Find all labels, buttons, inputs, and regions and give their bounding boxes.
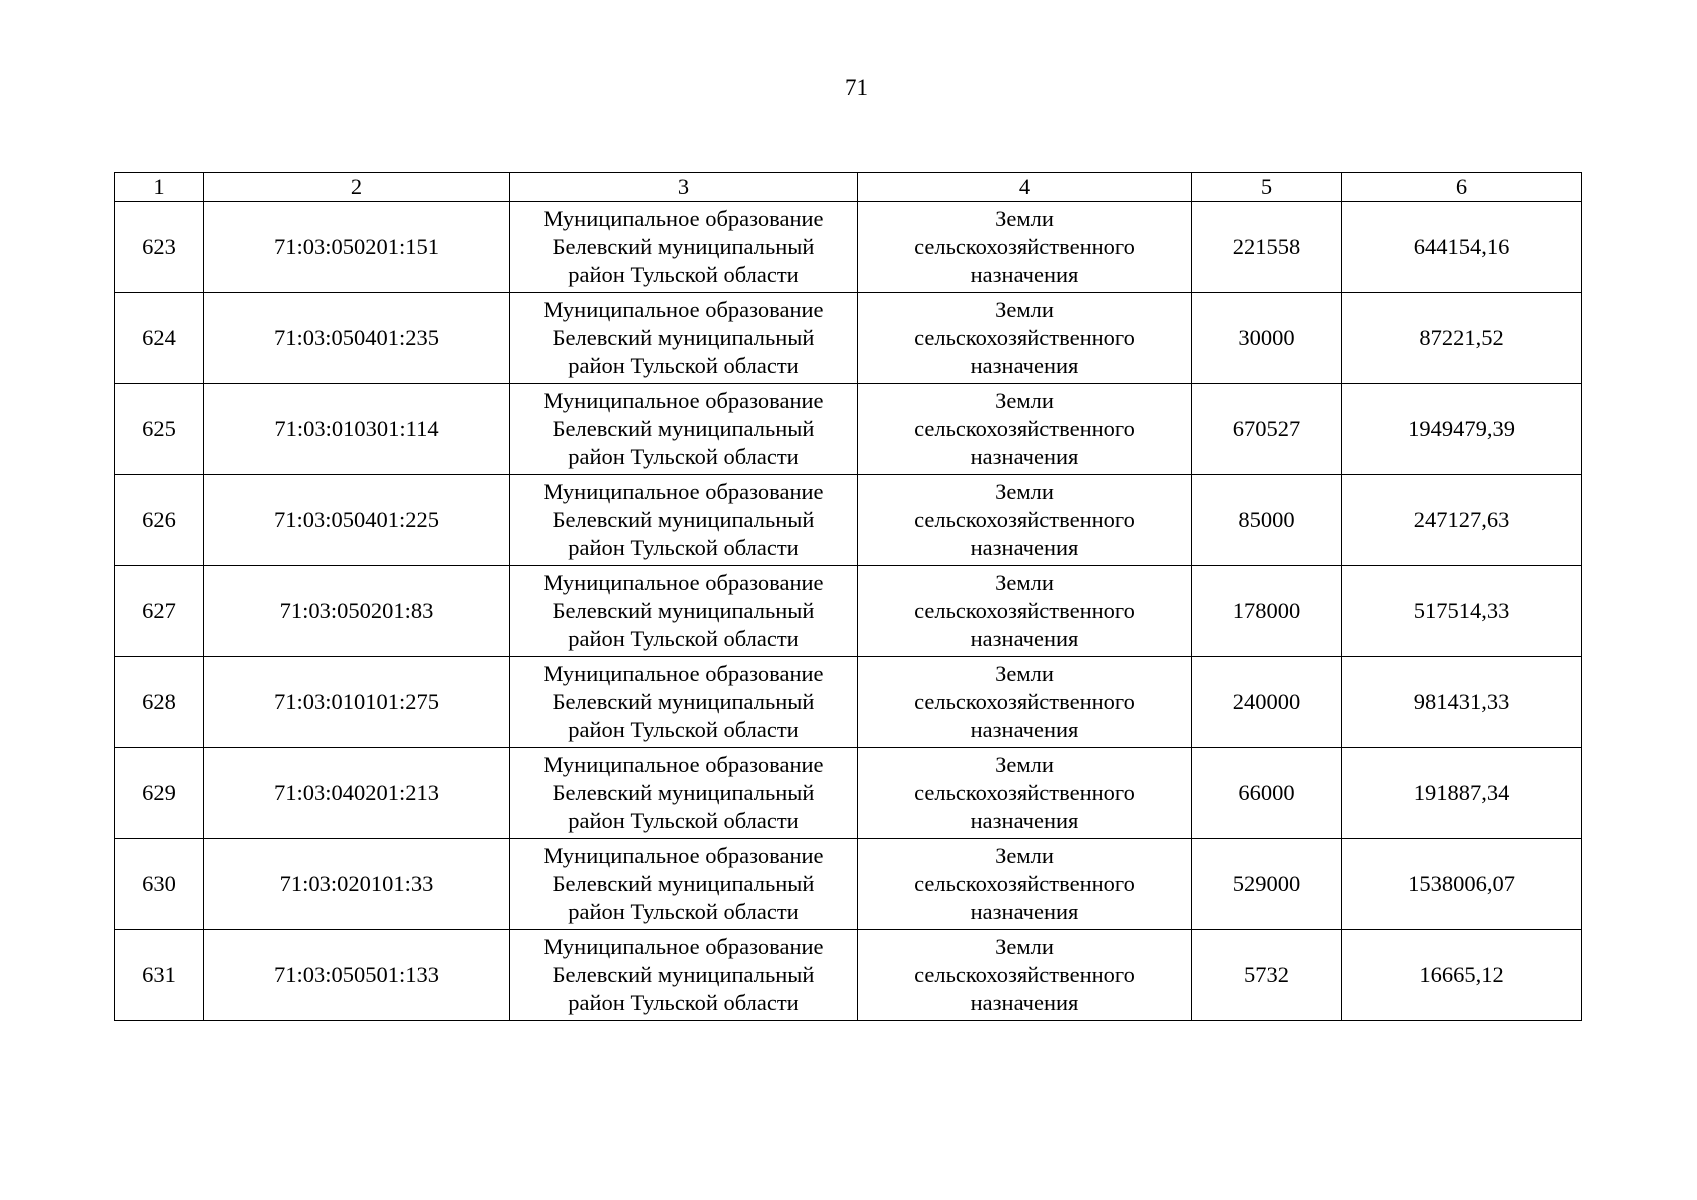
cadastral-number-cell: 71:03:050501:133	[204, 930, 510, 1021]
owner-cell-line: Белевский муниципальный	[552, 689, 815, 714]
cadastral-value-cell: 87221,52	[1342, 293, 1582, 384]
owner-cell-line: район Тульской области	[568, 717, 799, 742]
owner-cell	[510, 657, 858, 748]
land-category-cell-line: назначения	[970, 626, 1079, 651]
cadastral-value-cell: 1949479,39	[1342, 384, 1582, 475]
cadastral-value-cell: 517514,33	[1342, 566, 1582, 657]
land-category-cell-line: сельскохозяйственного	[914, 962, 1135, 987]
land-category-cell-line: Земли	[995, 206, 1054, 231]
owner-cell	[510, 566, 858, 657]
cadastral-number-cell: 71:03:010301:114	[204, 384, 510, 475]
table-row	[115, 839, 1582, 930]
column-header: 5	[1192, 173, 1342, 202]
column-header: 3	[510, 173, 858, 202]
column-header: 6	[1342, 173, 1582, 202]
area-cell: 30000	[1192, 293, 1342, 384]
owner-cell	[510, 293, 858, 384]
table-row	[115, 475, 1582, 566]
cadastral-number-cell: 71:03:050201:151	[204, 202, 510, 293]
area-cell: 240000	[1192, 657, 1342, 748]
land-category-cell-line: сельскохозяйственного	[914, 689, 1135, 714]
table-body	[115, 202, 1582, 1021]
table-row	[115, 202, 1582, 293]
land-category-cell-line: Земли	[995, 843, 1054, 868]
owner-cell-line: Муниципальное образование	[543, 206, 824, 231]
land-category-cell-line: назначения	[970, 262, 1079, 287]
row-number-cell: 631	[115, 930, 204, 1021]
land-category-cell	[858, 384, 1192, 475]
owner-cell-line: Муниципальное образование	[543, 570, 824, 595]
owner-cell-line: район Тульской области	[568, 353, 799, 378]
owner-cell-line: Белевский муниципальный	[552, 871, 815, 896]
owner-cell	[510, 930, 858, 1021]
table-row	[115, 566, 1582, 657]
land-category-cell	[858, 566, 1192, 657]
owner-cell-line: Белевский муниципальный	[552, 507, 815, 532]
owner-cell	[510, 202, 858, 293]
owner-cell-line: Белевский муниципальный	[552, 325, 815, 350]
owner-cell-line: Муниципальное образование	[543, 479, 824, 504]
land-registry-table	[114, 172, 1582, 1021]
cadastral-value-cell: 191887,34	[1342, 748, 1582, 839]
owner-cell-line: Белевский муниципальный	[552, 780, 815, 805]
column-header: 1	[115, 173, 204, 202]
row-number-cell: 626	[115, 475, 204, 566]
land-category-cell-line: назначения	[970, 535, 1079, 560]
land-category-cell-line: Земли	[995, 388, 1054, 413]
owner-cell-line: Муниципальное образование	[543, 752, 824, 777]
owner-cell-line: Муниципальное образование	[543, 297, 824, 322]
cadastral-number-cell: 71:03:050401:235	[204, 293, 510, 384]
owner-cell-line: район Тульской области	[568, 990, 799, 1015]
cadastral-number-cell: 71:03:020101:33	[204, 839, 510, 930]
row-number-cell: 628	[115, 657, 204, 748]
land-category-cell-line: сельскохозяйственного	[914, 507, 1135, 532]
area-cell: 66000	[1192, 748, 1342, 839]
land-category-cell	[858, 839, 1192, 930]
table-row	[115, 384, 1582, 475]
owner-cell-line: район Тульской области	[568, 262, 799, 287]
row-number-cell: 630	[115, 839, 204, 930]
land-category-cell	[858, 657, 1192, 748]
row-number-cell: 625	[115, 384, 204, 475]
row-number-cell: 629	[115, 748, 204, 839]
land-category-cell-line: сельскохозяйственного	[914, 234, 1135, 259]
land-category-cell	[858, 202, 1192, 293]
cadastral-value-cell: 644154,16	[1342, 202, 1582, 293]
row-number-cell: 624	[115, 293, 204, 384]
owner-cell	[510, 839, 858, 930]
land-category-cell	[858, 748, 1192, 839]
owner-cell-line: район Тульской области	[568, 626, 799, 651]
owner-cell-line: Белевский муниципальный	[552, 416, 815, 441]
land-category-cell-line: Земли	[995, 934, 1054, 959]
land-category-cell-line: назначения	[970, 717, 1079, 742]
owner-cell	[510, 384, 858, 475]
area-cell: 85000	[1192, 475, 1342, 566]
cadastral-number-cell: 71:03:040201:213	[204, 748, 510, 839]
area-cell: 221558	[1192, 202, 1342, 293]
owner-cell	[510, 748, 858, 839]
land-category-cell-line: сельскохозяйственного	[914, 598, 1135, 623]
row-number-cell: 623	[115, 202, 204, 293]
land-category-cell-line: сельскохозяйственного	[914, 780, 1135, 805]
owner-cell-line: район Тульской области	[568, 535, 799, 560]
owner-cell-line: Муниципальное образование	[543, 661, 824, 686]
cadastral-number-cell: 71:03:050401:225	[204, 475, 510, 566]
owner-cell	[510, 475, 858, 566]
owner-cell-line: район Тульской области	[568, 899, 799, 924]
cadastral-value-cell: 247127,63	[1342, 475, 1582, 566]
area-cell: 178000	[1192, 566, 1342, 657]
page-number: 71	[845, 75, 868, 100]
land-category-cell-line: Земли	[995, 570, 1054, 595]
land-category-cell-line: Земли	[995, 752, 1054, 777]
land-category-cell-line: сельскохозяйственного	[914, 325, 1135, 350]
area-cell: 670527	[1192, 384, 1342, 475]
land-category-cell-line: назначения	[970, 899, 1079, 924]
table-row	[115, 293, 1582, 384]
area-cell: 5732	[1192, 930, 1342, 1021]
land-category-cell	[858, 293, 1192, 384]
cadastral-number-cell: 71:03:010101:275	[204, 657, 510, 748]
cadastral-value-cell: 1538006,07	[1342, 839, 1582, 930]
column-header: 2	[204, 173, 510, 202]
land-category-cell-line: назначения	[970, 444, 1079, 469]
land-category-cell-line: Земли	[995, 479, 1054, 504]
cadastral-number-cell: 71:03:050201:83	[204, 566, 510, 657]
owner-cell-line: Муниципальное образование	[543, 843, 824, 868]
land-category-cell	[858, 475, 1192, 566]
land-category-cell-line: сельскохозяйственного	[914, 871, 1135, 896]
cadastral-value-cell: 16665,12	[1342, 930, 1582, 1021]
area-cell: 529000	[1192, 839, 1342, 930]
owner-cell-line: Муниципальное образование	[543, 934, 824, 959]
land-category-cell-line: назначения	[970, 353, 1079, 378]
owner-cell-line: район Тульской области	[568, 444, 799, 469]
table-header-row	[115, 173, 1582, 202]
owner-cell-line: Белевский муниципальный	[552, 598, 815, 623]
land-category-cell-line: Земли	[995, 661, 1054, 686]
table-row	[115, 930, 1582, 1021]
table-row	[115, 657, 1582, 748]
land-category-cell	[858, 930, 1192, 1021]
owner-cell-line: Белевский муниципальный	[552, 234, 815, 259]
table-row	[115, 748, 1582, 839]
land-category-cell-line: сельскохозяйственного	[914, 416, 1135, 441]
land-category-cell-line: назначения	[970, 990, 1079, 1015]
cadastral-value-cell: 981431,33	[1342, 657, 1582, 748]
column-header: 4	[858, 173, 1192, 202]
land-category-cell-line: назначения	[970, 808, 1079, 833]
row-number-cell: 627	[115, 566, 204, 657]
owner-cell-line: Муниципальное образование	[543, 388, 824, 413]
owner-cell-line: Белевский муниципальный	[552, 962, 815, 987]
owner-cell-line: район Тульской области	[568, 808, 799, 833]
land-category-cell-line: Земли	[995, 297, 1054, 322]
